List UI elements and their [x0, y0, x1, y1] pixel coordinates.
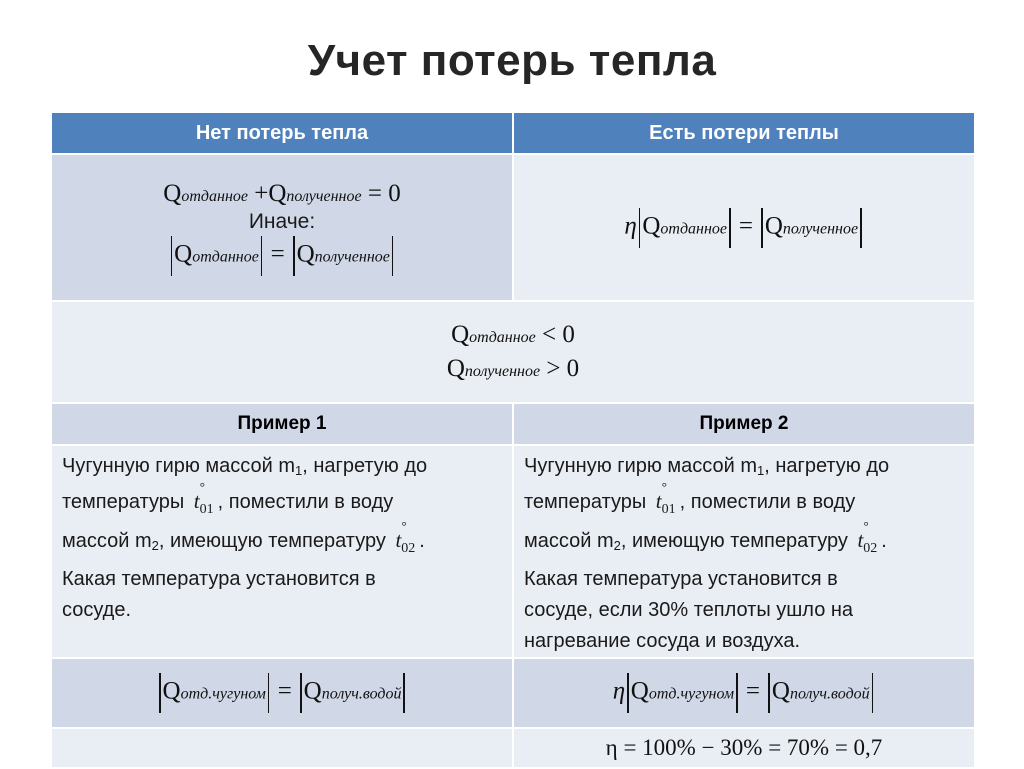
example-formula-row	[51, 658, 975, 728]
example-2-formula: η Qотд.чугуном = Qполуч.водой	[513, 658, 975, 728]
balance-abs-formula: Qотданное = Qполученное	[52, 236, 512, 276]
initial-temp-t01: ° $t_{01}$	[655, 479, 676, 518]
example-1-formula: Qотд.чугуном = Qполуч.водой	[51, 658, 513, 728]
example-2-text: Чугунную гирю массой m1, нагретую до температуры ° $t_{01}$ , поместили в воду массой m2, имеющую температуру ° $t_{02}$ . Какая температура установится в сосуде, если 30% теплоты ушло на нагревание сосуда и воздуха.	[513, 445, 975, 658]
initial-temp-t02: ° $t_{02}$	[395, 518, 416, 557]
sign-rule-row	[51, 301, 975, 403]
example-text-row	[51, 445, 975, 658]
empty-cell	[51, 728, 513, 768]
heat-loss-table	[50, 111, 976, 769]
balance-sum-formula: Qотданное +Qполученное = 0	[163, 179, 401, 207]
example-2-title: Пример 2	[513, 403, 975, 445]
column-header-no-loss: Нет потерь тепла	[51, 112, 513, 154]
example-title-row	[51, 403, 975, 445]
balance-formula-row	[51, 154, 975, 301]
initial-temp-t02: ° $t_{02}$	[857, 518, 878, 557]
initial-temp-t01: ° $t_{01}$	[193, 479, 214, 518]
given-negative-formula: Qотданное < 0	[451, 321, 575, 348]
efficiency-row	[51, 728, 975, 768]
otherwise-label: Иначе:	[248, 209, 316, 233]
efficiency-value-cell	[513, 728, 975, 768]
with-loss-formula-cell	[513, 154, 975, 301]
example-1-text: Чугунную гирю массой m1, нагретую до температуры ° $t_{01}$ , поместили в воду массой m2, имеющую температуру ° $t_{02}$ . Какая температура установится в сосуде.	[51, 445, 513, 658]
example-1-title: Пример 1	[51, 403, 513, 445]
slide-title: Учет потерь тепла	[307, 36, 717, 85]
efficiency-balance-formula: η Qотданное = Qполученное	[514, 208, 974, 248]
sign-rule-cell	[51, 301, 975, 403]
received-positive-formula: Qполученное > 0	[446, 355, 580, 382]
efficiency-calculation: η = 100% − 30% = 70% = 0,7	[605, 735, 883, 761]
no-loss-formula-cell	[51, 154, 513, 301]
table-header-row	[51, 112, 975, 154]
column-header-with-loss: Есть потери теплы	[513, 112, 975, 154]
